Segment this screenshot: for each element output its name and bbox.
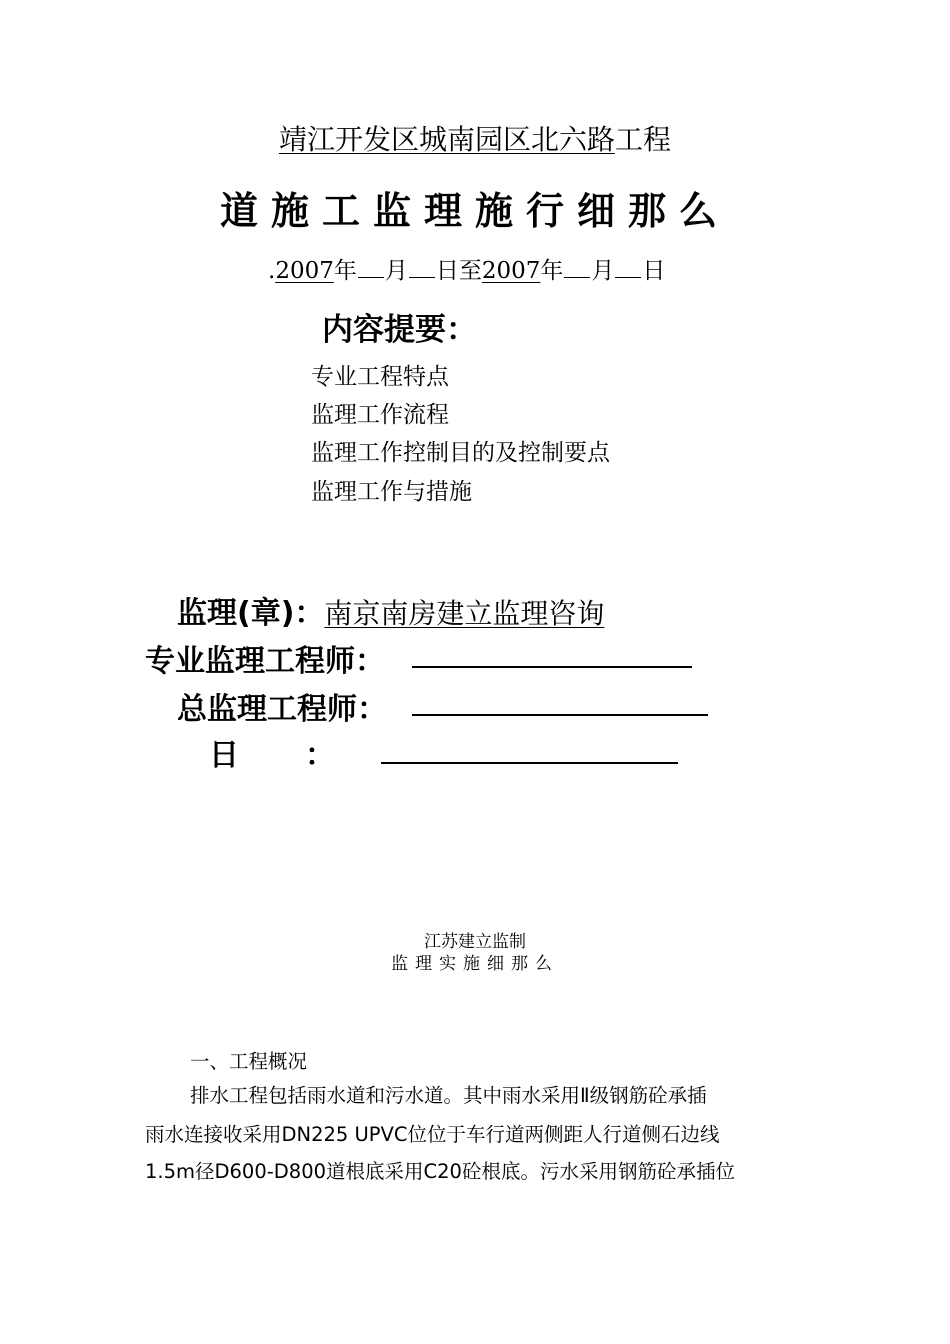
summary-title: 内容提要：: [322, 312, 477, 348]
date-range: [268, 252, 665, 285]
supervisor-label: 监理(章)：: [177, 596, 325, 631]
year-label: 年: [540, 258, 564, 284]
day-label: 日至: [435, 258, 482, 284]
body-line: 排水工程包括雨水道和污水道。其中雨水采用Ⅱ级钢筋砼承插: [190, 1084, 707, 1107]
project-title: [0, 118, 950, 158]
professional-engineer-signature-line: [412, 666, 692, 668]
month-label: 月: [591, 258, 615, 284]
issuer-line: 江苏建立监制: [424, 932, 526, 952]
chief-engineer-signature-line: [412, 714, 708, 716]
date-prefix: .: [268, 258, 276, 284]
section-heading: 一、工程概况: [190, 1050, 308, 1073]
month-blank: [564, 257, 590, 278]
document-title: 道施工监理施行细那么: [219, 188, 730, 233]
date-sign-colon: ：: [305, 738, 335, 773]
day-label: 日: [642, 258, 666, 284]
body-line: 1.5m径D600-D800道根底采用C20砼根底。污水采用钢筋砼承插位: [145, 1160, 735, 1183]
professional-engineer-label: 专业监理工程师：: [145, 644, 385, 679]
project-name: 靖江开发区城南园区北六路: [278, 123, 615, 156]
summary-item: 监理工作控制目的及控制要点: [311, 440, 610, 466]
date-signature-line: [381, 762, 678, 764]
year-label: 年: [333, 258, 357, 284]
summary-item: 监理工作流程: [311, 402, 449, 428]
month-blank: [358, 257, 384, 278]
summary-item: 专业工程特点: [311, 364, 449, 390]
chief-engineer-label: 总监理工程师：: [177, 692, 387, 727]
summary-item: 监理工作与措施: [311, 479, 472, 505]
end-year: 2007: [481, 258, 541, 284]
day-blank: [615, 257, 641, 278]
supervisor-row: [177, 588, 604, 632]
supervisor-company: 南京南房建立监理咨询: [324, 597, 605, 630]
month-label: 月: [384, 258, 408, 284]
date-sign-label: 日: [209, 738, 239, 773]
form-title: 监理实施细那么: [391, 954, 559, 974]
body-line: 雨水连接收采用DN225 UPVC位位于车行道两侧距人行道侧石边线: [145, 1123, 720, 1146]
start-year: 2007: [275, 258, 334, 284]
day-blank: [409, 257, 435, 278]
project-suffix: 工程: [615, 123, 672, 156]
